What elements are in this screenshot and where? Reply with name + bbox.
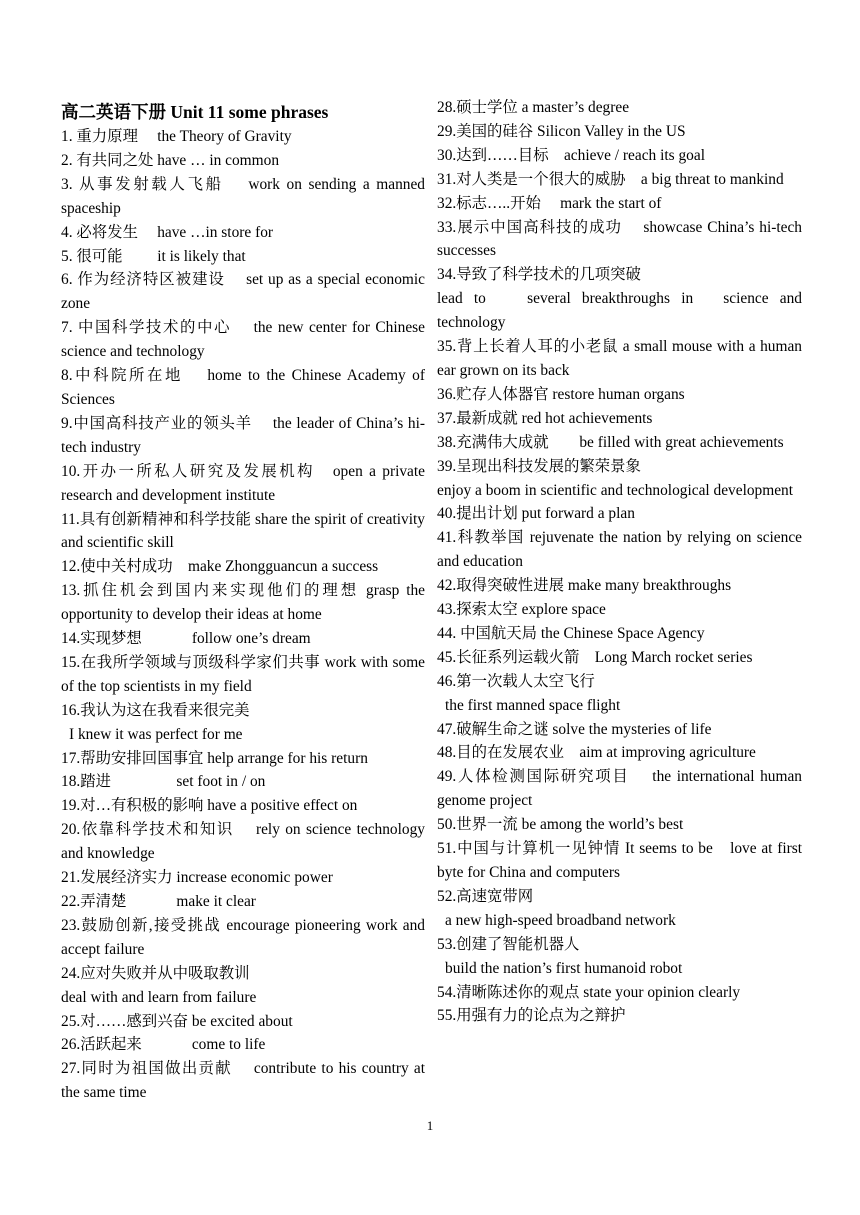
phrase-item: 2. 有共同之处 have … in common: [61, 151, 280, 169]
phrase-translation: enjoy a boom in scientific and technological development: [437, 481, 794, 499]
phrase-item: 5. 很可能 it is likely that: [61, 247, 246, 265]
phrase-item: 29.美国的硅谷 Silicon Valley in the US: [437, 122, 686, 140]
phrase-item: 53.创建了智能机器人: [437, 935, 580, 953]
phrase-item: 50.世界一流 be among the world’s best: [437, 816, 684, 834]
phrase-item: 47.破解生命之谜 solve the mysteries of life: [437, 720, 712, 738]
phrase-item: 8.中科院所在地 home to the Chinese Academy of Sciences: [61, 367, 425, 408]
phrase-item: 3. 从事发射载人飞船 work on sending a manned spaceship: [61, 175, 425, 217]
phrase-translation: build the nation’s first humanoid robot: [445, 959, 683, 977]
phrase-item: 22.弄清楚 make it clear: [61, 893, 256, 910]
phrase-item: 44. 中国航天局 the Chinese Space Agency: [437, 624, 705, 642]
phrase-item: 54.清晰陈述你的观点 state your opinion clearly: [437, 983, 741, 1001]
phrase-item: 34.导致了科学技术的几项突破: [437, 266, 641, 284]
phrase-item: 49.人体检测国际研究项目 the international human genome project: [437, 768, 802, 810]
phrase-item: 25.对……感到兴奋 be excited about: [61, 1012, 293, 1030]
phrase-item: 1. 重力原理 the Theory of Gravity: [61, 128, 292, 145]
phrase-item: 21.发展经济实力 increase economic power: [61, 869, 333, 887]
phrase-item: 7. 中国科学技术的中心 the new center for Chinese science and technology: [61, 319, 425, 361]
phrase-item: 28.硕士学位 a master’s degree: [437, 99, 630, 116]
phrase-item: 6. 作为经济特区被建设 set up as a special economic zone: [61, 271, 425, 313]
left-column: [61, 96, 425, 1105]
phrase-item: 30.达到……目标 achieve / reach its goal: [437, 146, 705, 164]
phrase-item: 31.对人类是一个很大的威胁 a big threat to mankind: [437, 170, 784, 188]
phrase-item: 26.活跃起来 come to life: [61, 1036, 266, 1054]
phrase-translation: the first manned space flight: [445, 696, 621, 714]
phrase-item: 10.开办一所私人研究及发展机构 open a private research and development institute: [61, 462, 425, 504]
phrase-item: 35.背上长着人耳的小老鼠 a small mouse with a human ear grown on its back: [437, 338, 802, 379]
phrase-item: 18.踏进 set foot in / on: [61, 773, 266, 791]
phrase-item: 13.抓住机会到国内来实现他们的理想 grasp the opportunity to develop their ideas at home: [61, 582, 425, 624]
phrase-item: 43.探索太空 explore space: [437, 601, 606, 619]
phrase-item: 38.充满伟大成就 be filled with great achievements: [437, 433, 784, 451]
phrase-item: 27.同时为祖国做出贡献 contribute to his country at the same time: [61, 1060, 425, 1102]
phrase-item: 14.实现梦想 follow one’s dream: [61, 630, 311, 648]
phrase-item: 9.中国高科技产业的领头羊 the leader of China’s hi-tech industry: [61, 414, 425, 456]
phrase-item: 33.展示中国高科技的成功 showcase China’s hi-tech successes: [437, 218, 802, 260]
phrase-item: 51.中国与计算机一见钟情 It seems to be love at first byte for China and computers: [437, 840, 802, 881]
phrase-item: 23.鼓励创新,接受挑战 encourage pioneering work and accept failure: [61, 916, 425, 958]
phrase-item: 48.目的在发展农业 aim at improving agriculture: [437, 744, 756, 762]
phrase-item: 40.提出计划 put forward a plan: [437, 505, 635, 523]
phrase-item: 17.帮助安排回国事宜 help arrange for his return: [61, 749, 368, 767]
right-column: [437, 96, 802, 1028]
phrase-item: 4. 必将发生 have …in store for: [61, 223, 274, 241]
phrase-item: 41.科教举国 rejuvenate the nation by relying on science and education: [437, 529, 802, 571]
phrase-item: 42.取得突破性进展 make many breakthroughs: [437, 577, 732, 595]
phrase-item: 19.对…有积极的影响 have a positive effect on: [61, 797, 358, 815]
phrase-item: 46.第一次载人太空飞行: [437, 672, 595, 690]
phrase-item: 20.依靠科学技术和知识 rely on science technology and knowledge: [61, 821, 425, 863]
phrase-item: 55.用强有力的论点为之辩护: [437, 1007, 626, 1025]
phrase-translation: I knew it was perfect for me: [69, 725, 243, 743]
phrase-item: 37.最新成就 red hot achievements: [437, 409, 653, 427]
page-title: 高二英语下册 Unit 11 some phrases: [61, 102, 329, 122]
phrase-item: 45.长征系列运载火箭 Long March rocket series: [437, 648, 753, 666]
phrase-translation: a new high-speed broadband network: [445, 911, 676, 929]
phrase-item: 16.我认为这在我看来很完美: [61, 701, 250, 719]
phrase-item: 15.在我所学领域与顶级科学家们共事 work with some of the top scientists in my field: [61, 653, 425, 695]
phrase-item: 12.使中关村成功 make Zhongguancun a success: [61, 558, 379, 576]
phrase-translation: lead to several breakthroughs in science and technology: [437, 290, 802, 332]
phrase-translation: deal with and learn from failure: [61, 988, 257, 1006]
phrase-item: 36.贮存人体器官 restore human organs: [437, 385, 685, 403]
page-number: 1: [426, 1118, 434, 1133]
phrase-item: 52.高速宽带网: [437, 887, 534, 905]
phrase-item: 32.标志…..开始 mark the start of: [437, 194, 662, 212]
phrase-item: 24.应对失败并从中吸取教训: [61, 964, 250, 982]
phrase-item: 39.呈现出科技发展的繁荣景象: [437, 457, 641, 475]
phrase-item: 11.具有创新精神和科学技能 share the spirit of creativity and scientific skill: [61, 510, 425, 552]
